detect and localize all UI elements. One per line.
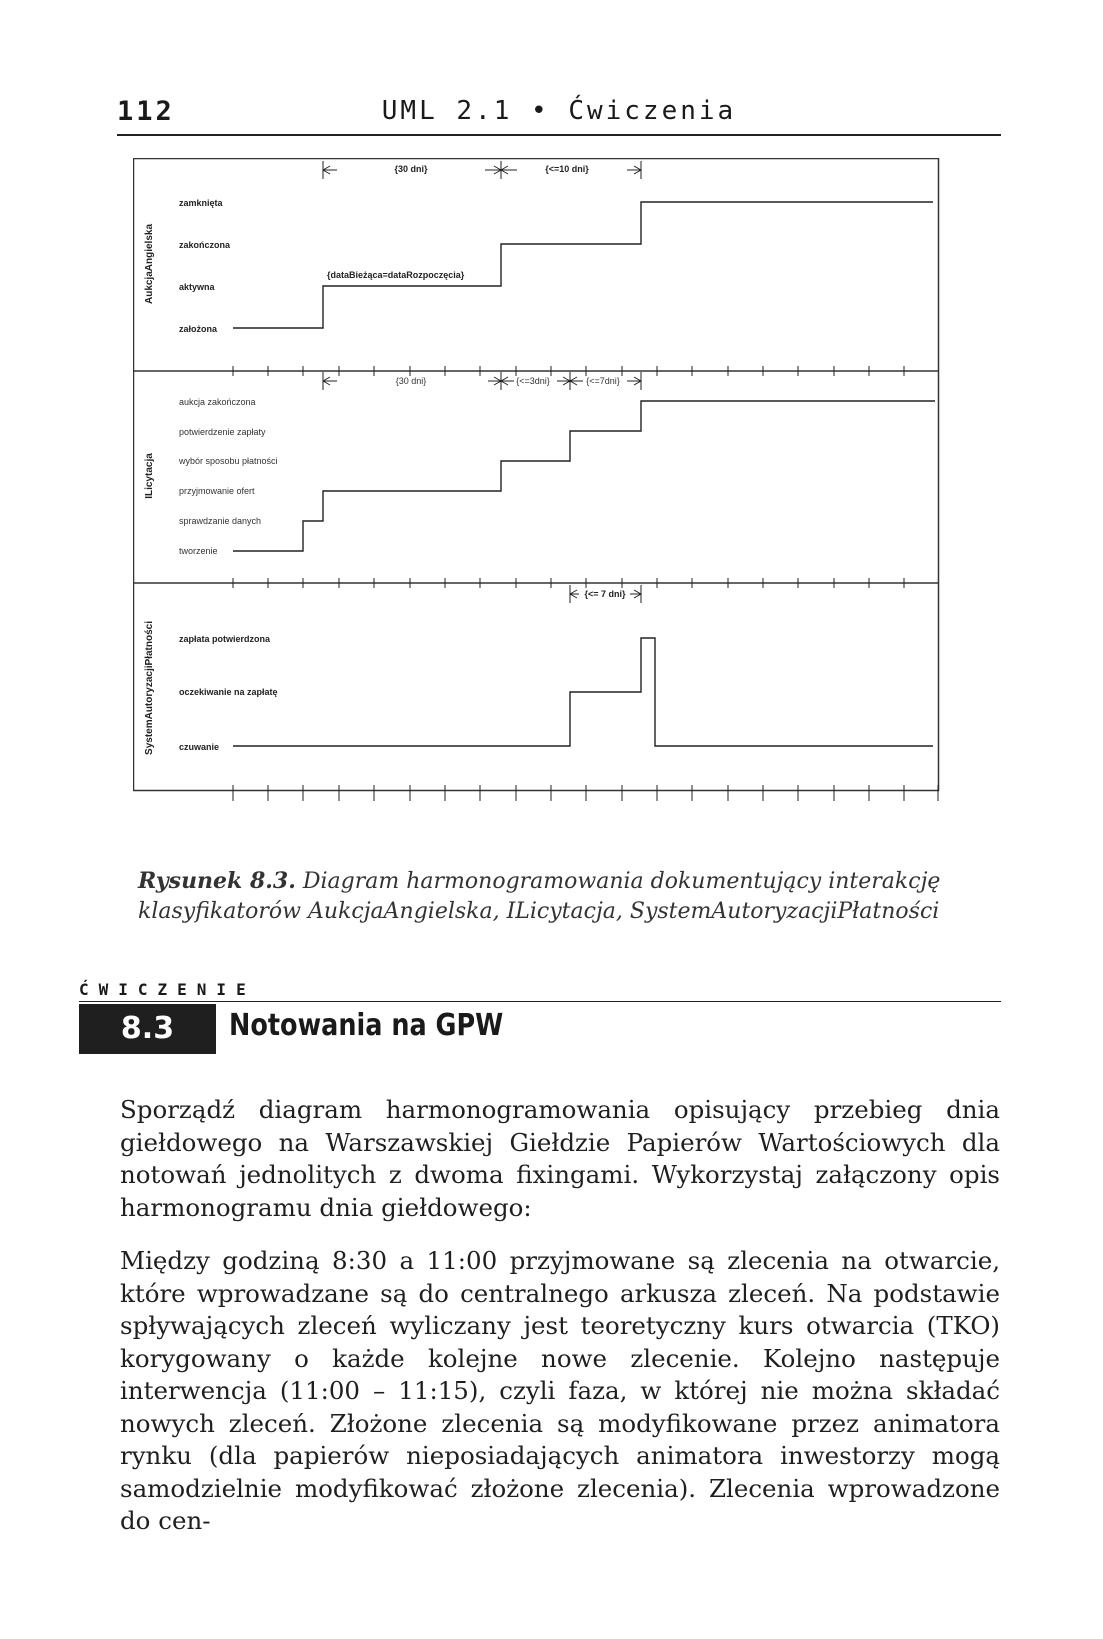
exercise-title: Notowania na GPW <box>229 1008 504 1043</box>
duration-constraint: {30 dni} <box>395 376 427 386</box>
state-label: aktywna <box>179 282 215 292</box>
page-number: 112 <box>117 96 175 127</box>
lane-name: AukcjaAngielska <box>144 223 155 305</box>
duration-constraint: {30 dni} <box>394 164 428 174</box>
state-label: zakończona <box>179 240 231 250</box>
duration-constraint: {<=10 dni} <box>545 164 589 174</box>
state-label: tworzenie <box>179 546 218 556</box>
exercise-number: 8.3 <box>79 1004 216 1054</box>
time-constraint: {dataBieżąca=dataRozpoczęcia} <box>327 270 465 280</box>
duration-markers <box>323 161 641 179</box>
figure-caption <box>138 866 998 927</box>
state-label: przyjmowanie ofert <box>179 486 255 496</box>
lane-name: ILicytacja <box>144 453 155 499</box>
lane-name: SystemAutoryzacjiPłatności <box>144 621 155 755</box>
duration-constraint: {<=3dni} <box>516 376 550 386</box>
body-paragraph: Sporządź diagram harmonogramowania opisujący przebieg dnia giełdowego na Warszawskiej Giełdzie Papierów Wartościowych dla notowań jednolitych z dwoma fixingami. Wykorzystaj załączony opis harmonogramu dnia giełdowego: <box>120 1095 1000 1222</box>
figure-caption-label: Rysunek 8.3. <box>138 868 296 894</box>
state-label: wybór sposobu płatności <box>179 456 278 466</box>
state-label: zamknięta <box>179 198 223 208</box>
state-label: oczekiwanie na zapłatę <box>179 687 278 697</box>
state-label: sprawdzanie danych <box>179 516 262 526</box>
state-label: aukcja zakończona <box>179 397 256 407</box>
book-title: UML 2.1 • Ćwiczenia <box>381 96 737 126</box>
duration-constraint: {<= 7 dni} <box>584 589 626 599</box>
state-label: potwierdzenie zapłaty <box>179 427 266 437</box>
exercise-rule <box>79 1001 1001 1002</box>
state-timeline <box>233 202 933 328</box>
state-label: założona <box>179 324 218 334</box>
state-label: zapłata potwierdzona <box>179 634 271 644</box>
timing-diagram <box>133 158 993 858</box>
figure-caption-text: Diagram harmonogramowania dokumentujący interakcję klasyfikatorów AukcjaAngielska, ILicytacja, SystemAutoryzacjiPłatności <box>138 869 941 924</box>
exercise-kicker: ĆWICZENIE <box>79 980 256 999</box>
timing-diagram-figure <box>133 158 993 858</box>
body-paragraph: Między godziną 8:30 a 11:00 przyjmowane są zlecenia na otwarcie, które wprowadzane są do centralnego arkusza zleceń. Na podstawie spływających zleceń wyliczany jest teoretyczny kurs otwarcia (TKO) korygowany o każde kolejne nowe zlecenie. Kolejno następuje interwencja (11:00 – 11:15), czyli faza, w której nie można składać nowych zleceń. Złożone zlecenia są modyfikowane przez animatora rynku (dla papierów nieposiadających animatora inwestorzy mogą samodzielnie modyfikować złożone zlecenia). Zlecenia wprowadzone do cen- <box>120 1246 1000 1535</box>
duration-constraint: {<=7dni} <box>586 376 620 386</box>
running-header <box>117 96 1001 136</box>
state-timeline <box>233 638 933 746</box>
state-label: czuwanie <box>179 742 220 752</box>
state-timeline <box>233 401 935 551</box>
